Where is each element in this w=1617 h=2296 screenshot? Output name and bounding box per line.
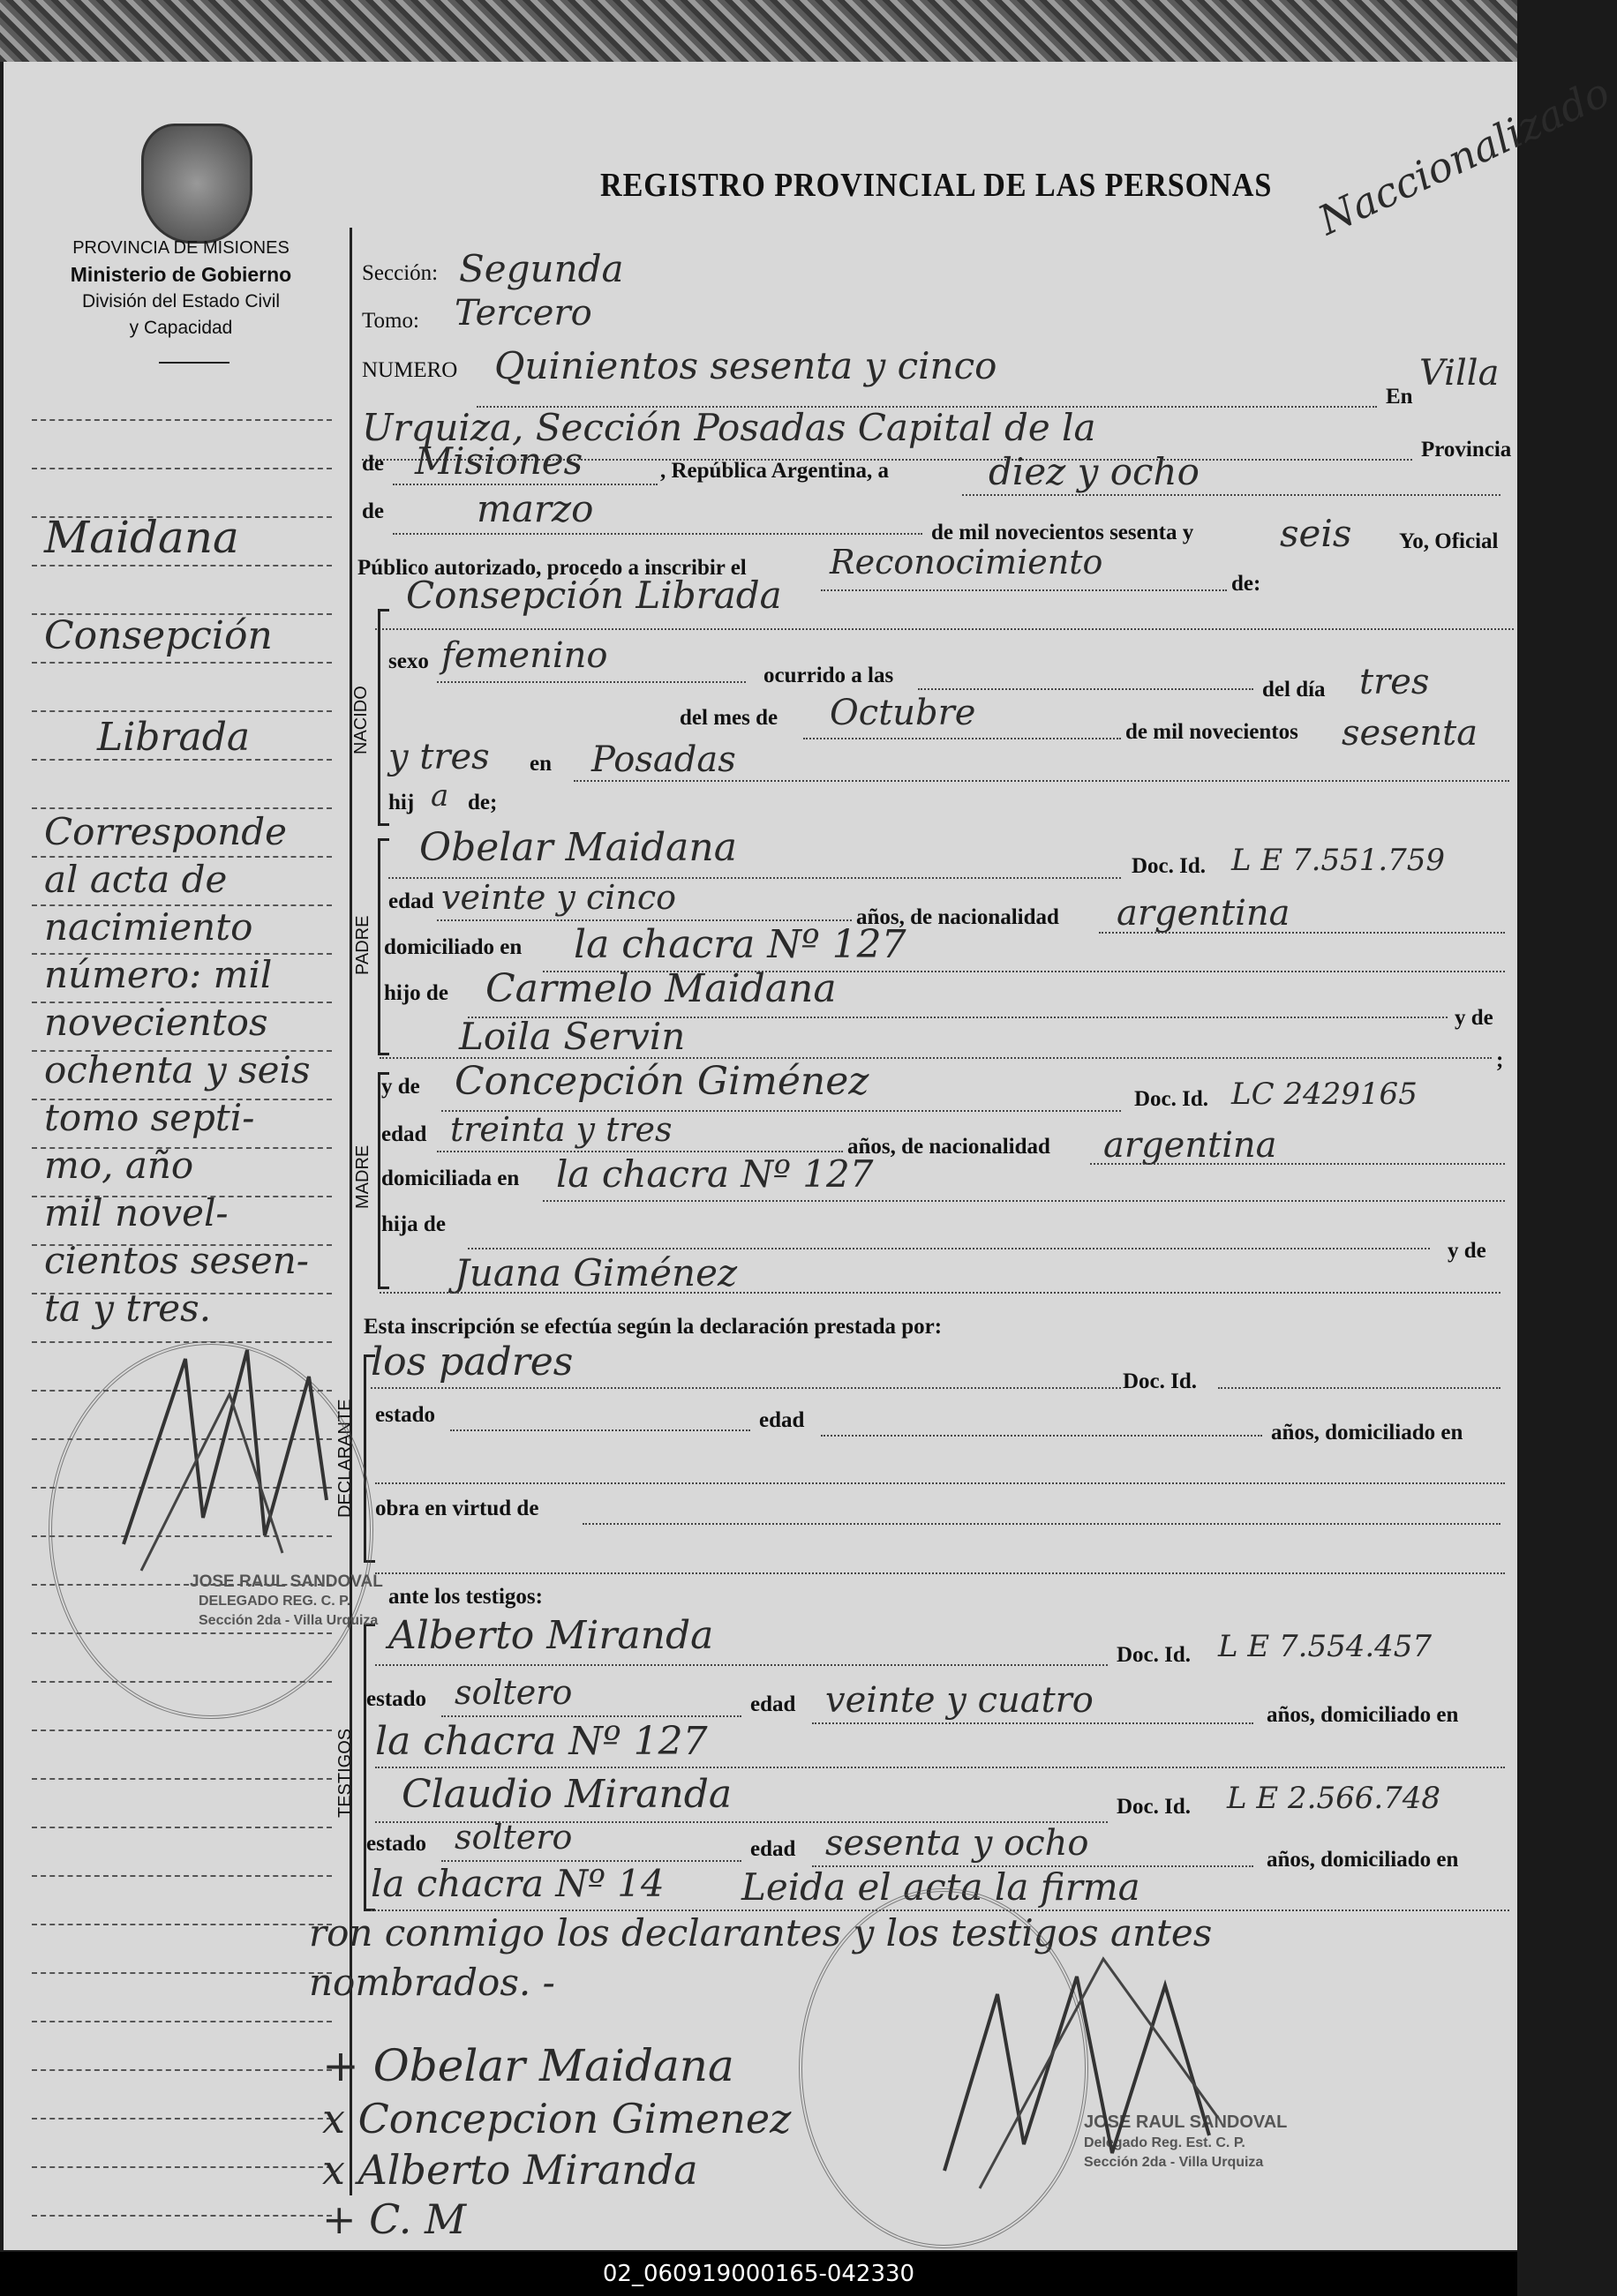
margin-note-line: al acta de xyxy=(44,858,228,901)
testigo2-doc-label: Doc. Id. xyxy=(1117,1795,1192,1819)
padre-hijo-value: Carmelo Maidana xyxy=(485,966,837,1011)
location-value: Urquiza, Sección Posadas Capital de la xyxy=(362,406,1096,449)
province-seal-icon xyxy=(141,124,252,244)
margin-note-line: ta y tres. xyxy=(44,1287,212,1330)
dia-value: diez y ocho xyxy=(989,450,1200,493)
numero-value: Quinientos sesenta y cinco xyxy=(494,344,997,387)
stamp-left-section: Sección 2da - Villa Urquiza xyxy=(199,1613,379,1628)
padre-nacionalidad-label: años, de nacionalidad xyxy=(856,905,1059,929)
signature-mother: x Concepcion Gimenez xyxy=(322,2095,792,2142)
declarante-edad-label: edad xyxy=(759,1408,805,1432)
stamp-left-role: DELEGADO REG. C. P. xyxy=(199,1594,351,1609)
margin-note-line: mo, año xyxy=(44,1144,194,1187)
sexo-label: sexo xyxy=(388,649,429,673)
anio-value: seis xyxy=(1280,512,1352,555)
padre-edad-label: edad xyxy=(388,889,434,913)
province-value: Misiones xyxy=(415,439,583,483)
en-value: Villa xyxy=(1419,353,1500,394)
del-mes-label: del mes de xyxy=(680,706,778,730)
official-signature-scribble-right xyxy=(927,1924,1245,2206)
corner-signature: Naccionalizado xyxy=(1311,68,1617,244)
testigo2-edad-value: sesenta y ocho xyxy=(825,1823,1089,1864)
page-title: REGISTRO PROVINCIAL DE LAS PERSONAS xyxy=(600,167,1273,204)
nacido-dia-value: tres xyxy=(1359,662,1430,702)
padre-nacionalidad-value: argentina xyxy=(1117,893,1290,934)
madre-edad-label: edad xyxy=(381,1122,427,1146)
stamp-left-name: JOSE RAUL SANDOVAL xyxy=(190,1572,383,1591)
testigo2-domicilio-value: la chacra Nº 14 xyxy=(371,1862,665,1905)
nacido-section-label: NACIDO xyxy=(351,686,371,754)
madre-hija-label: hija de xyxy=(381,1212,446,1236)
madre-domicilio-label: domiciliada en xyxy=(381,1167,520,1190)
margin-note-line: tomo septi- xyxy=(44,1096,255,1139)
declarante-estado-label: estado xyxy=(375,1403,436,1427)
margin-note-line: Librada xyxy=(97,715,251,760)
acto-value: Reconocimiento xyxy=(830,543,1103,582)
hij-value: a xyxy=(431,778,449,814)
tomo-value: Tercero xyxy=(455,293,592,334)
madre-nacionalidad-value: argentina xyxy=(1103,1125,1277,1166)
nacido-en-label: en xyxy=(530,752,552,776)
seccion-value: Segunda xyxy=(459,247,624,290)
publico-label: Público autorizado, procedo a inscribir el xyxy=(357,556,747,580)
mil-label: de mil novecientos sesenta y xyxy=(931,521,1194,544)
testigo1-doc-label: Doc. Id. xyxy=(1117,1643,1192,1667)
ministry-name: Ministerio de Gobierno xyxy=(70,263,292,286)
madre-y-de2-label: y de xyxy=(1448,1239,1486,1263)
declarante-domicilio-label: años, domiciliado en xyxy=(1271,1421,1463,1444)
lugar-value: Posadas xyxy=(591,739,736,780)
testigo1-domicilio-value: la chacra Nº 127 xyxy=(375,1719,708,1764)
padre-madre-value: Loila Servin xyxy=(459,1015,686,1058)
provincia-label: Provincia xyxy=(1421,438,1512,461)
margin-note-line: Maidana xyxy=(44,512,239,563)
padre-nombre-value: Obelar Maidana xyxy=(419,825,737,870)
testigo2-estado-label: estado xyxy=(366,1832,427,1856)
testigos-section-label: TESTIGOS xyxy=(335,1728,355,1818)
padre-section-label: PADRE xyxy=(353,915,372,975)
madre-section-label: MADRE xyxy=(353,1144,372,1209)
margin-note-line: cientos sesen- xyxy=(44,1239,309,1282)
madre-doc-label: Doc. Id. xyxy=(1134,1087,1209,1111)
padre-hijo-label: hijo de xyxy=(384,981,448,1005)
nombre-value: Consepción Librada xyxy=(406,574,782,617)
margin-note-line: ochenta y seis xyxy=(44,1048,311,1092)
madre-y-de-label: y de xyxy=(381,1075,420,1099)
stamp-right-section: Sección 2da - Villa Urquiza xyxy=(1084,2155,1264,2170)
republica-label: , República Argentina, a xyxy=(660,459,890,483)
testigo1-edad-value: veinte y cuatro xyxy=(825,1680,1094,1721)
padre-domicilio-label: domiciliado en xyxy=(384,935,523,959)
tomo-label: Tomo: xyxy=(362,309,419,333)
declarante-doc-label: Doc. Id. xyxy=(1123,1369,1198,1393)
padre-edad-value: veinte y cinco xyxy=(441,878,677,917)
del-dia-label: del día xyxy=(1262,678,1326,702)
declarante-intro: Esta inscripción se efectúa según la declaración prestada por: xyxy=(364,1315,943,1339)
testigo1-estado-value: soltero xyxy=(455,1673,573,1712)
margin-note-line: mil novel- xyxy=(44,1191,229,1234)
madre-doc-value: LC 2429165 xyxy=(1231,1077,1418,1112)
testigo2-domicilio-label: años, domiciliado en xyxy=(1267,1848,1459,1872)
division-name-2: y Capacidad xyxy=(129,318,233,338)
stamp-right-role: Delegado Reg. Est. C. P. xyxy=(1084,2135,1245,2150)
margin-divider xyxy=(350,228,352,2195)
decorative-border xyxy=(0,0,1517,62)
numero-label: NUMERO xyxy=(362,358,458,382)
padre-y-de-label: y de xyxy=(1455,1006,1493,1030)
hij-de-label: de; xyxy=(468,791,498,814)
testigo1-domicilio-label: años, domiciliado en xyxy=(1267,1703,1459,1727)
padre-domicilio-value: la chacra Nº 127 xyxy=(574,922,906,967)
de2-label: de xyxy=(362,499,384,523)
testigo2-doc-value: L E 2.566.748 xyxy=(1227,1781,1441,1816)
testigo1-nombre-value: Alberto Miranda xyxy=(388,1613,714,1658)
padre-doc-value: L E 7.551.759 xyxy=(1231,843,1446,878)
sexo-value: femenino xyxy=(441,635,608,676)
madre-nacionalidad-label: años, de nacionalidad xyxy=(847,1135,1050,1159)
padre-semicolon: ; xyxy=(1496,1048,1504,1072)
testigo1-estado-label: estado xyxy=(366,1687,427,1711)
margin-note-line: nacimiento xyxy=(44,905,253,949)
stamp-right-name: JOSE RAUL SANDOVAL xyxy=(1084,2112,1288,2132)
nacido-anio2-value: y tres xyxy=(388,737,490,777)
header-divider xyxy=(159,362,229,364)
yo-label: Yo, Oficial xyxy=(1399,529,1499,553)
madre-nombre-value: Concepción Giménez xyxy=(455,1059,869,1104)
padre-doc-label: Doc. Id. xyxy=(1132,854,1207,878)
declarante-nombre-value: los padres xyxy=(371,1339,574,1384)
margin-note-line: Corresponde xyxy=(44,810,287,853)
margin-note-line: novecientos xyxy=(44,1001,268,1044)
de-label: de xyxy=(362,452,384,476)
declarante-section-label: DECLARANTE xyxy=(335,1399,355,1518)
ocurrido-label: ocurrido a las xyxy=(763,664,894,687)
testigo2-nombre-value: Claudio Miranda xyxy=(402,1772,733,1817)
madre-madre-value: Juana Giménez xyxy=(455,1251,738,1294)
signature-witness-1: x Alberto Miranda xyxy=(322,2146,698,2194)
madre-edad-value: treinta y tres xyxy=(450,1110,673,1149)
testigo2-edad-label: edad xyxy=(750,1837,796,1861)
hij-label: hij xyxy=(388,791,415,814)
testigos-intro: ante los testigos: xyxy=(388,1585,543,1609)
en-label: En xyxy=(1386,385,1413,409)
testigo1-edad-label: edad xyxy=(750,1692,796,1716)
signature-father: + Obelar Maidana xyxy=(322,2040,734,2091)
madre-domicilio-value: la chacra Nº 127 xyxy=(556,1152,874,1196)
margin-note-line: número: mil xyxy=(44,953,273,996)
closing-line-3: nombrados. - xyxy=(309,1961,555,2004)
image-filename-footer: 02_060919000165-042330 xyxy=(0,2252,1517,2296)
mes-value: marzo xyxy=(477,487,594,530)
official-signature-scribble-left xyxy=(106,1324,353,1588)
nacido-mil-label: de mil novecientos xyxy=(1125,720,1298,744)
seccion-label: Sección: xyxy=(362,261,439,285)
closing-line-1: Leida el acta la firma xyxy=(741,1865,1140,1909)
division-name: División del Estado Civil xyxy=(81,291,281,311)
margin-note-line: Consepción xyxy=(44,613,273,658)
declarante-obra-label: obra en virtud de xyxy=(375,1497,539,1520)
testigo1-doc-value: L E 7.554.457 xyxy=(1218,1629,1433,1664)
nacido-anio-value: sesenta xyxy=(1342,713,1478,754)
province-name: PROVINCIA DE MISIONES xyxy=(72,238,290,258)
testigo2-estado-value: soltero xyxy=(455,1818,573,1857)
de3-label: de: xyxy=(1231,572,1261,596)
closing-line-2: ron conmigo los declarantes y los testigos antes xyxy=(309,1911,1213,1955)
signature-witness-2: + C. M xyxy=(322,2195,467,2243)
nacido-mes-value: Octubre xyxy=(830,693,976,733)
